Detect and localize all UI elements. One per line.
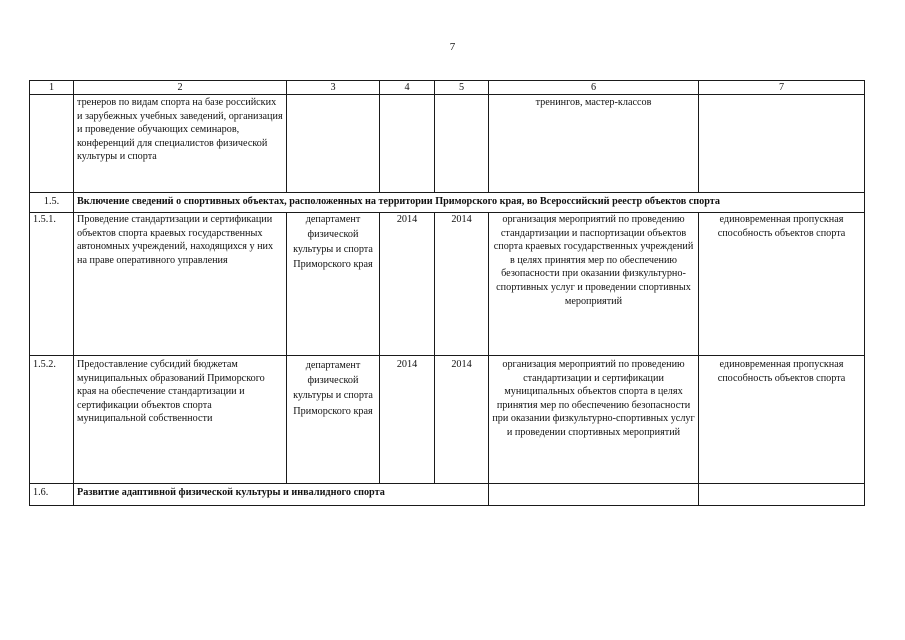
continuation-row (30, 95, 865, 193)
cell-num (30, 95, 74, 193)
empty-cell (699, 484, 865, 506)
row-responsible: департамент физической культуры и спорта Приморского края (287, 213, 380, 356)
empty-cell (489, 484, 699, 506)
row-description: Предоставление субсидий бюджетам муниципальных образований Приморского края на обеспечение стандартизации и сертификации объектов спорта муниципальной собственности (74, 356, 287, 484)
table-row (30, 356, 865, 484)
row-result: единовременная пропускная способность объектов спорта (699, 356, 865, 484)
program-table (29, 80, 865, 506)
row-start-year: 2014 (380, 356, 435, 484)
section-number: 1.6. (30, 484, 74, 506)
cell-end-year (435, 95, 489, 193)
table-row (30, 213, 865, 356)
header-cell-3: 3 (287, 81, 380, 95)
row-responsible: департамент физической культуры и спорта Приморского края (287, 356, 380, 484)
row-description: Проведение стандартизации и сертификации объектов спорта краевых государственных автономных учреждений, находящихся у них на праве оперативного управления (74, 213, 287, 356)
row-end-year: 2014 (435, 356, 489, 484)
section-number: 1.5. (30, 193, 74, 213)
section-row-1-6 (30, 484, 865, 506)
cell-description: тренеров по видам спорта на базе российских и зарубежных учебных заведений, организация и проведение обучающих семинаров, конференций для специалистов физической культуры и спорта (74, 95, 287, 193)
row-end-year: 2014 (435, 213, 489, 356)
section-title: Включение сведений о спортивных объектах, расположенных на территории Приморского края, во Всероссийский реестр объектов спорта (74, 193, 865, 213)
row-number: 1.5.1. (30, 213, 74, 356)
cell-responsible (287, 95, 380, 193)
section-title: Развитие адаптивной физической культуры и инвалидного спорта (74, 484, 489, 506)
row-number: 1.5.2. (30, 356, 74, 484)
row-start-year: 2014 (380, 213, 435, 356)
cell-measures: тренингов, мастер-классов (489, 95, 699, 193)
header-cell-7: 7 (699, 81, 865, 95)
section-row-1-5 (30, 193, 865, 213)
header-cell-5: 5 (435, 81, 489, 95)
header-cell-6: 6 (489, 81, 699, 95)
header-cell-4: 4 (380, 81, 435, 95)
row-measures: организация мероприятий по проведению стандартизации и паспортизации объектов спорта краевых государственных учреждений в целях принятия мер по обеспечению безопасности при оказании физкультурно-спортивных услуг и проведении спортивных мероприятий (489, 213, 699, 356)
row-result: единовременная пропускная способность объектов спорта (699, 213, 865, 356)
page-number: 7 (449, 41, 456, 53)
cell-result (699, 95, 865, 193)
header-row (30, 81, 865, 95)
header-cell-2: 2 (74, 81, 287, 95)
cell-start-year (380, 95, 435, 193)
row-measures: организация мероприятий по проведению стандартизации и сертификации муниципальных объектов спорта в целях принятия мер по обеспечению безопасности при оказании физкультурно-спортивных услуг и проведении спортивных мероприятий (489, 356, 699, 484)
header-cell-1: 1 (30, 81, 74, 95)
